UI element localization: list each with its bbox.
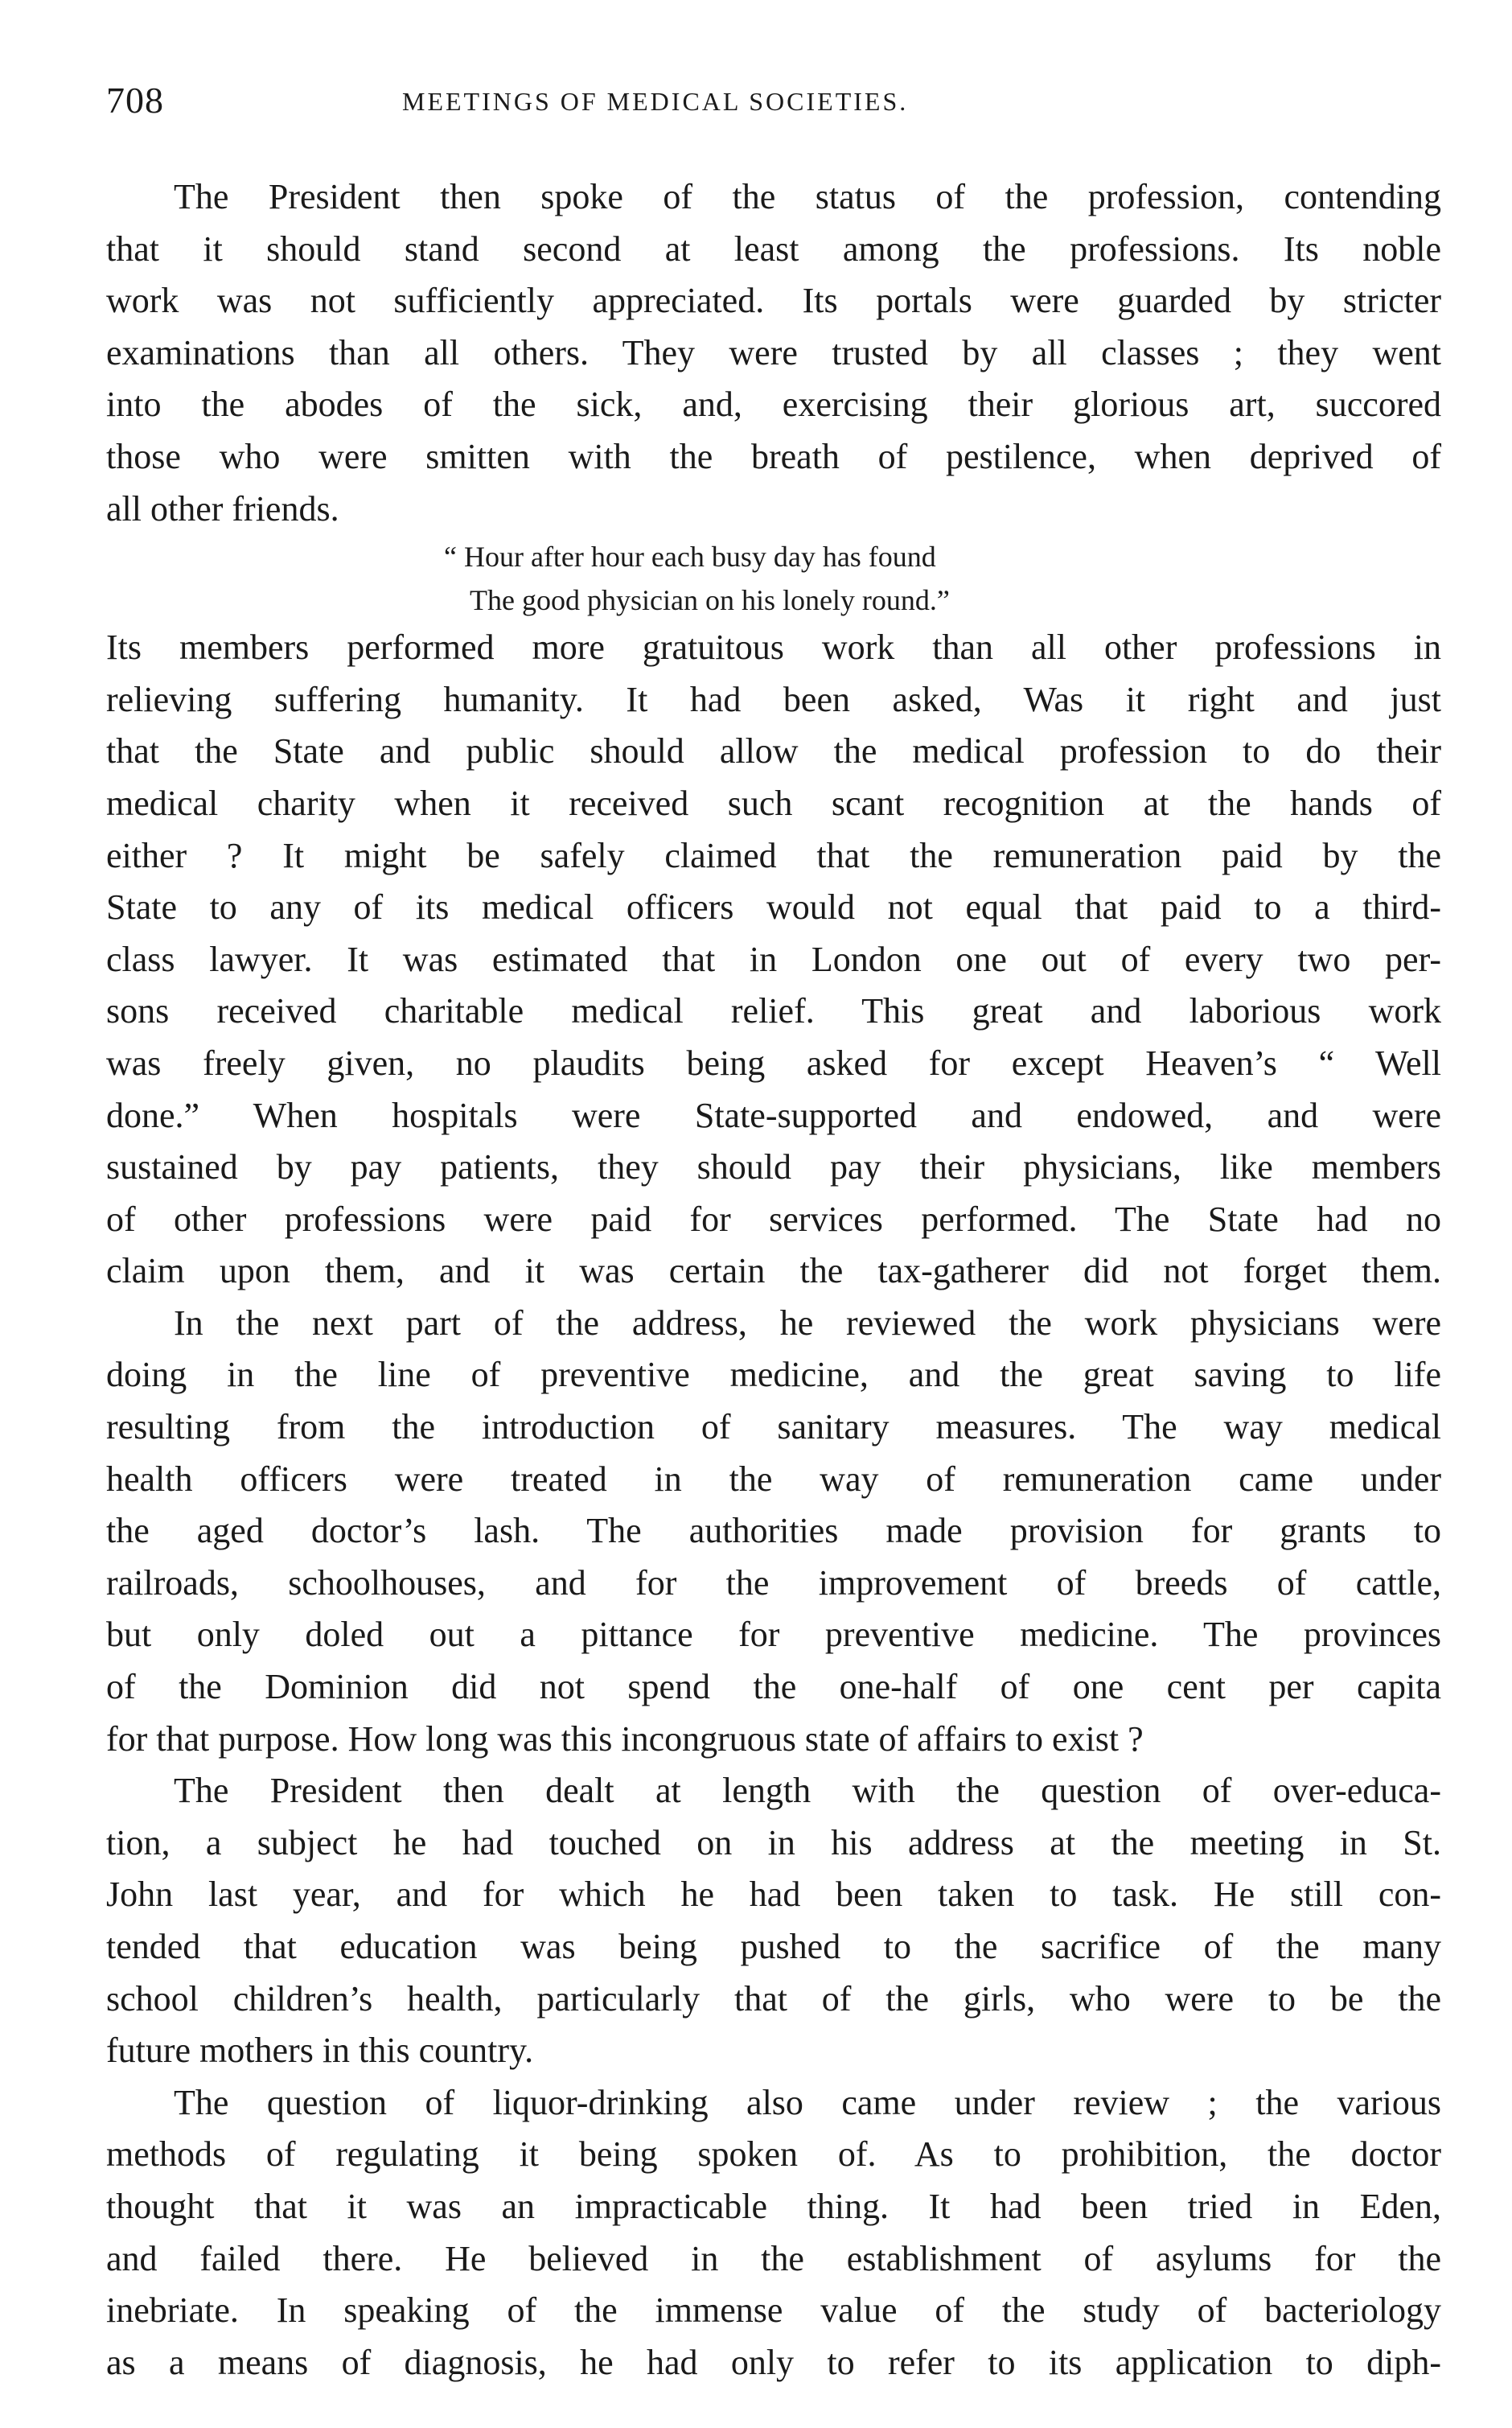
paragraph <box>106 2077 1441 2389</box>
text-line: methods of regulating it being spoken of. As to prohibition, the doctor <box>106 2134 1441 2175</box>
text-line: that it should stand second at least among the professions. Its noble <box>106 228 1441 269</box>
text-line: was freely given, no plaudits being asked for except Heaven’s “ Well <box>106 1043 1441 1083</box>
text-line: those who were smitten with the breath of pestilence, when deprived of <box>106 436 1441 476</box>
text-line: The President then spoke of the status of the profession, contending <box>174 177 1441 216</box>
page-number: 708 <box>106 80 164 121</box>
text-line: Its members performed more gratuitous work than all other professions in <box>106 628 1441 668</box>
paragraph <box>106 1298 1441 1765</box>
text-line: relieving suffering humanity. It had been asked, Was it right and just <box>106 679 1441 719</box>
text-line: tion, a subject he had touched on in his address at the meeting in St. <box>106 1822 1441 1862</box>
verse-line: The good physician on his lonely round.” <box>470 584 950 617</box>
text-line: State to any of its medical officers would not equal that paid to a third- <box>106 887 1441 928</box>
verse-line: “ Hour after hour each busy day has found <box>444 541 936 574</box>
text-line: examinations than all others. They were trusted by all classes ; they went <box>106 332 1441 372</box>
text-line: but only doled out a pittance for preventive medicine. The provinces <box>106 1615 1441 1655</box>
text-line: The President then dealt at length with the question of over-educa- <box>174 1771 1441 1811</box>
text-line: claim upon them, and it was certain the tax-gatherer did not forget them. <box>106 1251 1441 1291</box>
verse-quotation <box>106 535 1441 622</box>
text-line: thought that it was an impracticable thing. It had been tried in Eden, <box>106 2186 1441 2226</box>
text-line: for that purpose. How long was this incongruous state of affairs to exist ? <box>106 1718 1144 1759</box>
text-line: into the abodes of the sick, and, exercising their glorious art, succored <box>106 385 1441 425</box>
body-text <box>106 171 1441 2389</box>
text-line: John last year, and for which he had been taken to task. He still con- <box>106 1874 1441 1915</box>
text-line: inebriate. In speaking of the immense value of the study of bacteriology <box>106 2290 1441 2331</box>
paragraph <box>106 622 1441 1298</box>
page-header <box>106 79 1441 127</box>
text-line: the aged doctor’s lash. The authorities made provision for grants to <box>106 1511 1441 1551</box>
text-line: sustained by pay patients, they should pay their physicians, like members <box>106 1147 1441 1187</box>
text-line: all other friends. <box>106 488 339 529</box>
paragraph <box>106 1765 1441 2077</box>
text-line: and failed there. He believed in the establishment of asylums for the <box>106 2238 1441 2278</box>
text-line: future mothers in this country. <box>106 2031 534 2071</box>
text-line: railroads, schoolhouses, and for the improvement of breeds of cattle, <box>106 1562 1441 1603</box>
text-line: of the Dominion did not spend the one-half of one cent per capita <box>106 1667 1441 1707</box>
text-line: as a means of diagnosis, he had only to refer to its application to diph- <box>106 2342 1441 2382</box>
text-line: tended that education was being pushed to the sacrifice of the many <box>106 1927 1441 1966</box>
text-line: medical charity when it received such scant recognition at the hands of <box>106 783 1441 823</box>
text-line: resulting from the introduction of sanitary measures. The way medical <box>106 1407 1441 1447</box>
text-line: sons received charitable medical relief. This great and laborious work <box>106 991 1441 1031</box>
text-line: work was not sufficiently appreciated. Its portals were guarded by stricter <box>106 281 1441 321</box>
text-line: In the next part of the address, he reviewed the work physicians were <box>174 1302 1441 1343</box>
text-line: health officers were treated in the way of remuneration came under <box>106 1459 1441 1499</box>
text-line: that the State and public should allow the medical profession to do their <box>106 731 1441 772</box>
text-line: class lawyer. It was estimated that in London one out of every two per- <box>106 939 1441 979</box>
text-line: school children’s health, particularly that of the girls, who were to be the <box>106 1978 1441 2019</box>
text-line: done.” When hospitals were State-supported and endowed, and were <box>106 1095 1441 1135</box>
paragraph <box>106 171 1441 535</box>
running-head: MEETINGS OF MEDICAL SOCIETIES. <box>402 87 909 116</box>
text-line: either ? It might be safely claimed that the remuneration paid by the <box>106 835 1441 875</box>
text-line: doing in the line of preventive medicine, and the great saving to life <box>106 1355 1441 1395</box>
text-line: of other professions were paid for services performed. The State had no <box>106 1199 1441 1239</box>
text-line: The question of liquor-drinking also came under review ; the various <box>174 2082 1441 2122</box>
